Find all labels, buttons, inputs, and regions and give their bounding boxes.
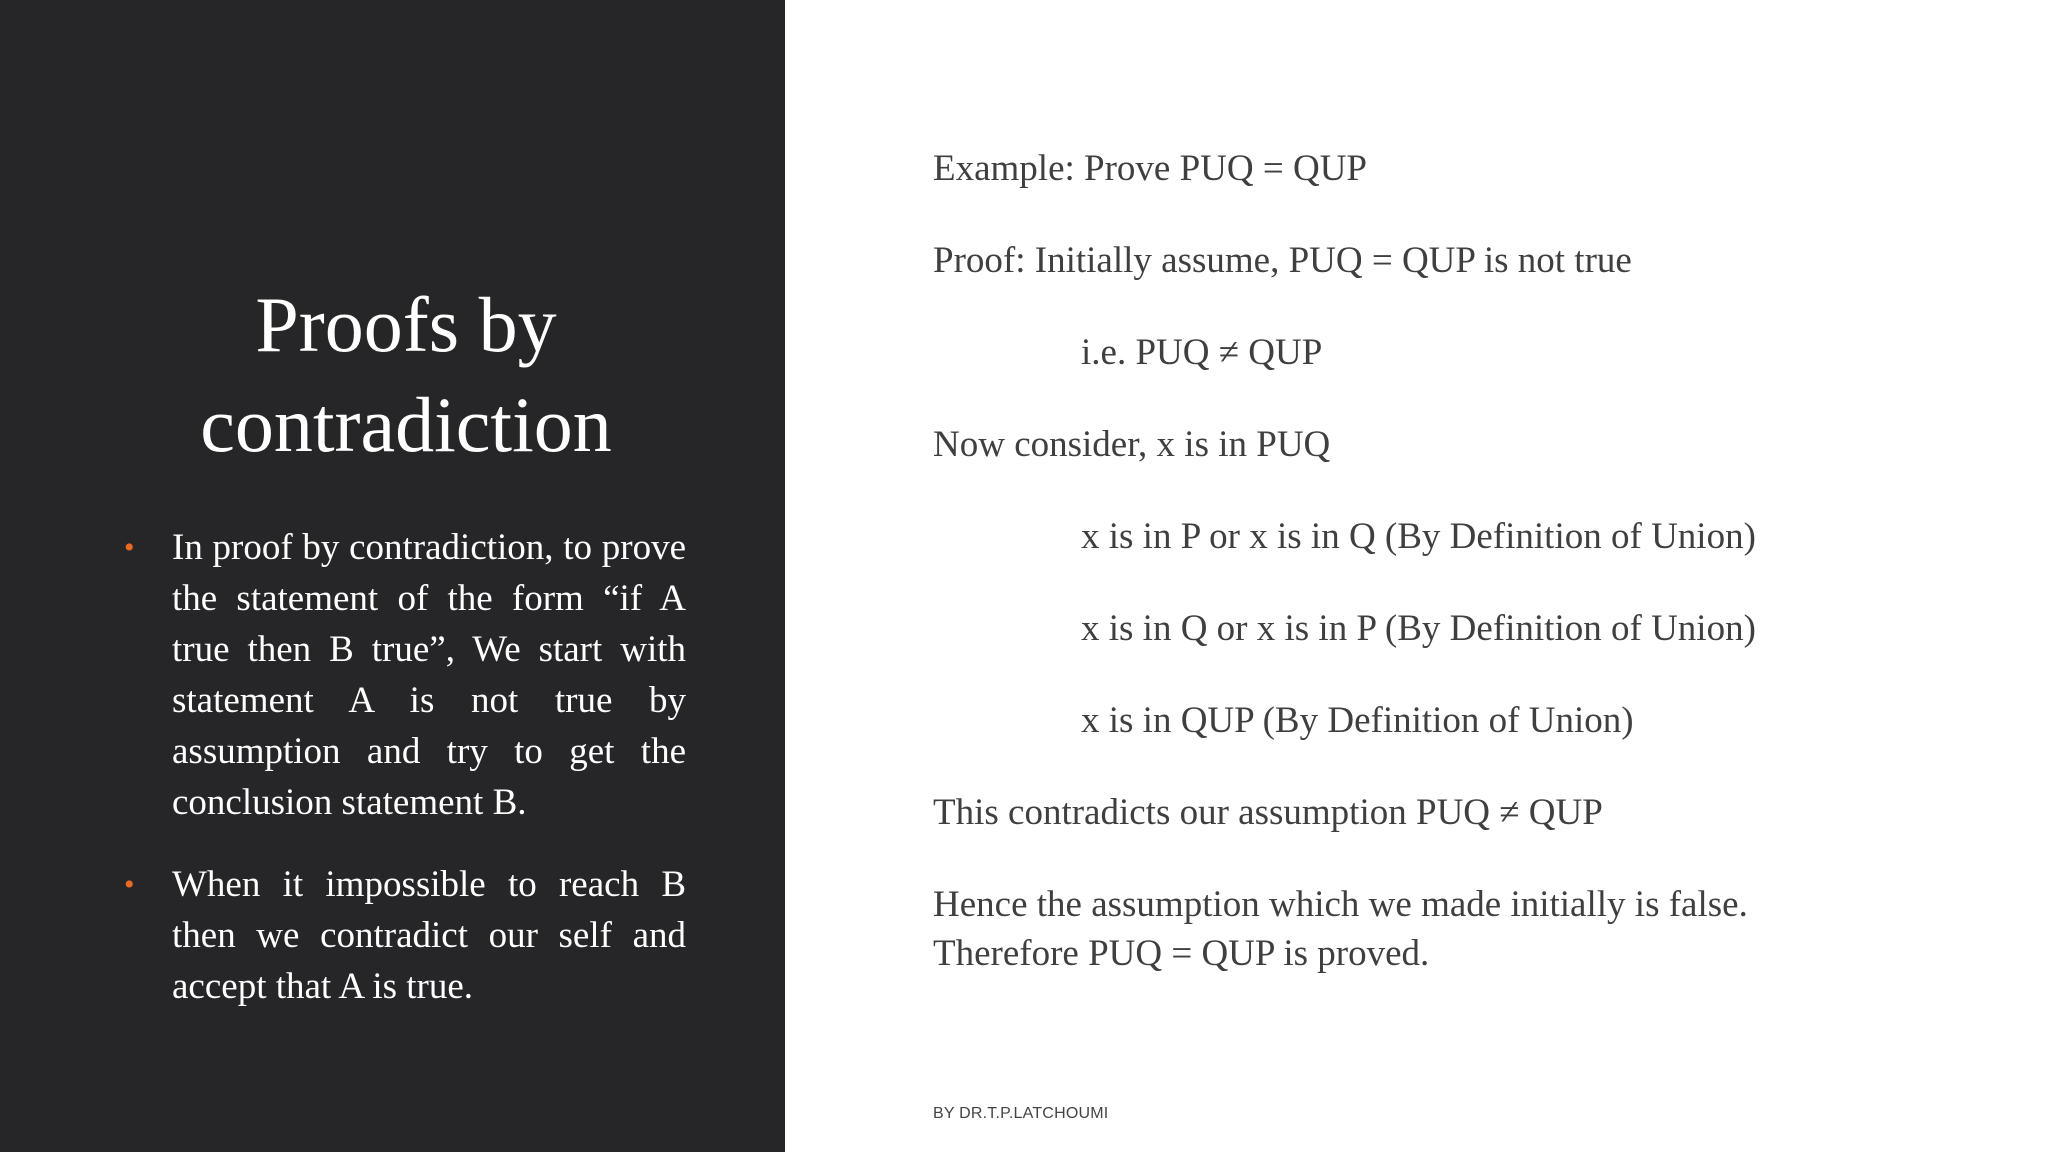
bullet-text: When it impossible to reach B then we contradict our self and accept that A is true.: [172, 864, 686, 1007]
bullet-item: [118, 859, 686, 1012]
author-footer: BY DR.T.P.LATCHOUMI: [933, 1105, 1109, 1122]
title-panel: [0, 0, 785, 1152]
proof-conclusion-2: Therefore PUQ = QUP is proved.: [933, 933, 1430, 974]
proof-consider: Now consider, x is in PUQ: [933, 424, 1331, 465]
proof-assumption: Proof: Initially assume, PUQ = QUP is not true: [933, 240, 1632, 281]
bullet-dot-icon: •: [124, 868, 135, 901]
proof-step-3: x is in QUP (By Definition of Union): [1081, 700, 1634, 741]
slide-title: [0, 275, 812, 475]
proof-contradiction: This contradicts our assumption PUQ ≠ QUP: [933, 792, 1603, 833]
example-statement: Example: Prove PUQ = QUP: [933, 148, 1368, 189]
proof-negation: i.e. PUQ ≠ QUP: [1081, 332, 1323, 373]
proof-panel: [785, 0, 2048, 1152]
bullet-list: [118, 522, 686, 1043]
proof-step-2: x is in Q or x is in P (By Definition of Union): [1081, 608, 1756, 649]
bullet-dot-icon: •: [124, 531, 135, 564]
slide-title-line-1: Proofs by: [255, 281, 557, 368]
slide-title-line-2: contradiction: [200, 381, 612, 468]
bullet-text: In proof by contradiction, to prove the statement of the form “if A true then B true”, We start with statement A is not true by assumption and try to get the conclusion statement B.: [172, 527, 686, 823]
proof-conclusion-1: Hence the assumption which we made initially is false.: [933, 884, 1748, 925]
bullet-item: [118, 522, 686, 828]
proof-step-1: x is in P or x is in Q (By Definition of Union): [1081, 516, 1756, 557]
